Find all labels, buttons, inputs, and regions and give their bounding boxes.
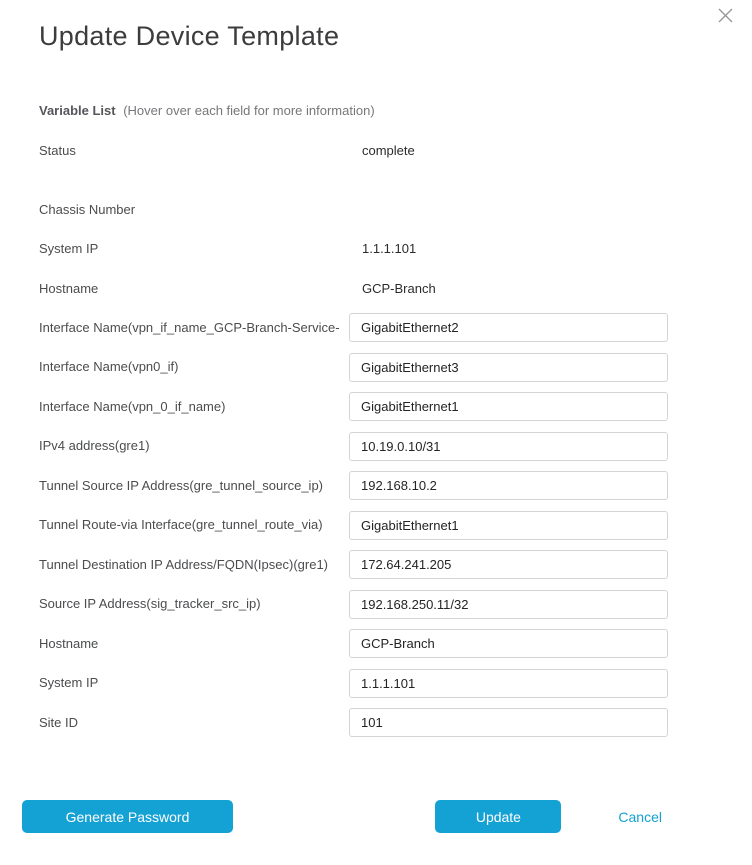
- table-row: [39, 353, 668, 382]
- field-label: Site ID: [39, 714, 79, 730]
- update-button[interactable]: Update: [435, 800, 561, 833]
- field-value: GCP-Branch: [362, 281, 436, 296]
- field-label: Hostname: [39, 281, 99, 296]
- table-row: [39, 313, 668, 342]
- table-row: [39, 432, 668, 461]
- field-label: Source IP Address(sig_tracker_src_ip): [39, 596, 261, 611]
- dialog-footer: [0, 800, 752, 833]
- table-row: [39, 202, 668, 218]
- close-icon: [718, 8, 733, 23]
- field-text-input[interactable]: [349, 392, 668, 421]
- field-label: Interface Name(vpn_if_name_GCP-Branch-Service-: [39, 319, 340, 335]
- field-text-input[interactable]: [349, 629, 668, 658]
- footer-actions: [435, 800, 662, 833]
- table-row: [39, 590, 668, 619]
- static-field-list: [39, 143, 668, 297]
- close-button[interactable]: [716, 6, 734, 24]
- field-label: Tunnel Route-via Interface(gre_tunnel_route_via): [39, 517, 323, 532]
- field-value: 1.1.1.101: [362, 241, 417, 256]
- field-label: IPv4 address(gre1): [39, 438, 150, 453]
- field-text-input[interactable]: [349, 669, 668, 698]
- field-label: System IP: [39, 675, 99, 690]
- field-text-input[interactable]: [349, 511, 668, 540]
- variable-list-hint: (Hover over each field for more information): [123, 103, 375, 118]
- table-row: [39, 392, 668, 421]
- field-text-input[interactable]: [349, 550, 668, 579]
- field-text-input[interactable]: [349, 471, 668, 500]
- field-text-input[interactable]: [349, 313, 668, 342]
- table-row: [39, 669, 668, 698]
- field-text-input[interactable]: [349, 590, 668, 619]
- table-row: [39, 511, 668, 540]
- generate-password-button[interactable]: Generate Password: [22, 800, 233, 833]
- table-row: [39, 241, 668, 257]
- field-label: Tunnel Destination IP Address/FQDN(Ipsec)(gre1): [39, 556, 329, 572]
- table-row: [39, 281, 668, 297]
- field-text-input[interactable]: [349, 432, 668, 461]
- field-label: System IP: [39, 241, 99, 256]
- table-row: [39, 143, 668, 159]
- table-row: [39, 708, 668, 737]
- field-text-input[interactable]: [349, 353, 668, 382]
- editable-field-list: [39, 313, 668, 737]
- variable-list-label: Variable List: [39, 103, 116, 118]
- field-label: Interface Name(vpn_0_if_name): [39, 398, 226, 414]
- field-text-input[interactable]: [349, 708, 668, 737]
- table-row: [39, 629, 668, 658]
- page-title: Update Device Template: [39, 21, 340, 51]
- field-label: Hostname: [39, 635, 99, 651]
- table-row: [39, 550, 668, 579]
- table-row: [39, 471, 668, 500]
- cancel-link[interactable]: Cancel: [618, 808, 662, 825]
- field-label: Tunnel Source IP Address(gre_tunnel_source_ip): [39, 477, 324, 493]
- field-value: complete: [362, 143, 415, 158]
- field-label: Interface Name(vpn0_if): [39, 359, 179, 374]
- field-label: Chassis Number: [39, 202, 136, 217]
- field-label: Status: [39, 143, 76, 158]
- variable-list-heading: [39, 103, 668, 119]
